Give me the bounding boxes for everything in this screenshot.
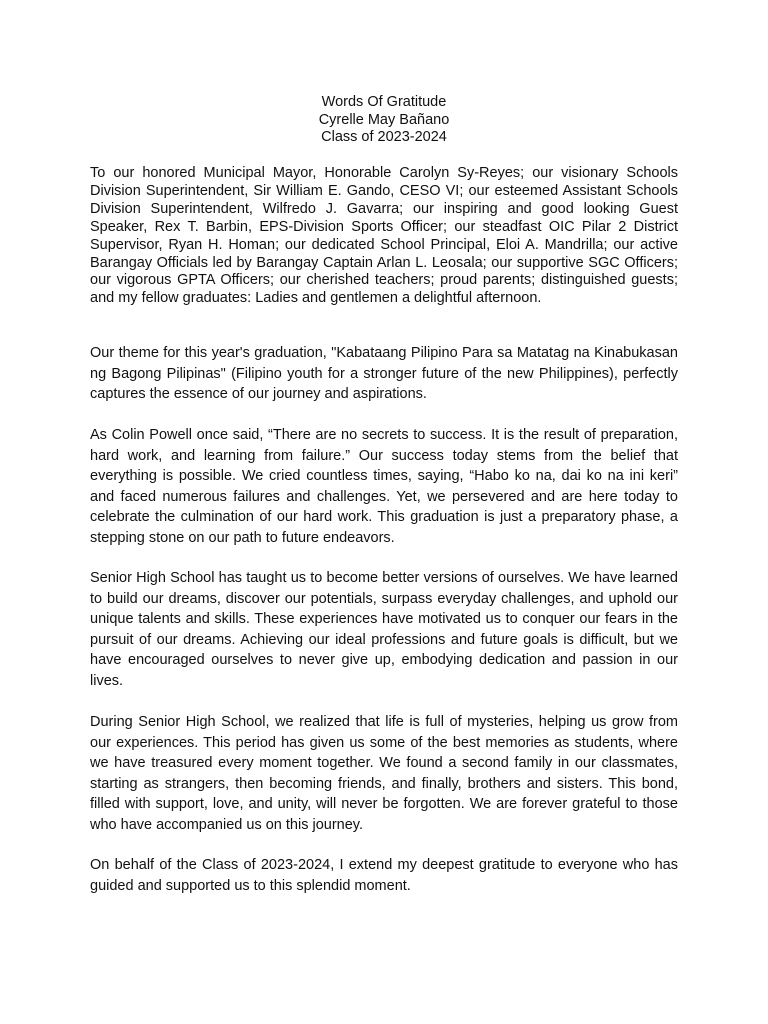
paragraph-gratitude: On behalf of the Class of 2023-2024, I extend my deepest gratitude to everyone who has guided and supported us to this splendid moment.: [90, 857, 678, 894]
document-header: [90, 94, 678, 147]
author-name: Cyrelle May Bañano: [318, 111, 450, 128]
document-title: Words Of Gratitude: [321, 94, 447, 110]
class-year: Class of 2023-2024: [321, 129, 447, 145]
paragraph-success-quote: As Colin Powell once said, “There are no secrets to success. It is the result of preparation, hard work, and learning from failure.” Our success today stems from the belief that everything is possible. We cried countless times, saying, “Habo ko na, dai ko na ini keri” and faced numerous failures and challenges. Yet, we persevered and are here today to celebrate the culmination of our hard work. This graduation is just a preparatory phase, a stepping stone on our path to future endeavors.: [90, 427, 678, 546]
paragraph-growth: Senior High School has taught us to become better versions of ourselves. We have learned to build our dreams, discover our potentials, surpass everyday challenges, and uphold our unique talents and skills. These experiences have motivated us to conquer our fears in the pursuit of our dreams. Achieving our ideal professions and future goals is difficult, but we have encouraged ourselves to never give up, embodying dedication and passion in our lives.: [90, 570, 678, 689]
paragraph-salutation: To our honored Municipal Mayor, Honorable Carolyn Sy-Reyes; our visionary Schools Division Superintendent, Sir William E. Gando, CESO VI; our esteemed Assistant Schools Division Superintendent, Wilfredo J. Gavarra; our inspiring and good looking Guest Speaker, Rex T. Barbin, EPS-Division Sports Officer; our steadfast OIC Pilar 2 District Supervisor, Ryan H. Homan; our dedicated School Principal, Eloi A. Mandrilla; our active Barangay Officials led by Barangay Captain Arlan L. Leosala; our supportive SGC Officers; our vigorous GPTA Officers; our cherished teachers; proud parents; distinguished guests; and my fellow graduates: Ladies and gentlemen a delightful afternoon.: [90, 165, 678, 307]
paragraph-memories: During Senior High School, we realized that life is full of mysteries, helping us grow from our experiences. This period has given us some of the best memories as students, where we have treasured every moment together. We found a second family in our classmates, starting as strangers, then becoming friends, and finally, brothers and sisters. This bond, filled with support, love, and unity, will never be forgotten. We are forever grateful to those who have accompanied us on this journey.: [90, 714, 678, 833]
paragraph-theme: Our theme for this year's graduation, "Kabataang Pilipino Para sa Matatag na Kinabukasan ng Bagong Pilipinas" (Filipino youth for a stronger future of the new Philippines), perfectly captures the essence of our journey and aspirations.: [90, 345, 678, 403]
